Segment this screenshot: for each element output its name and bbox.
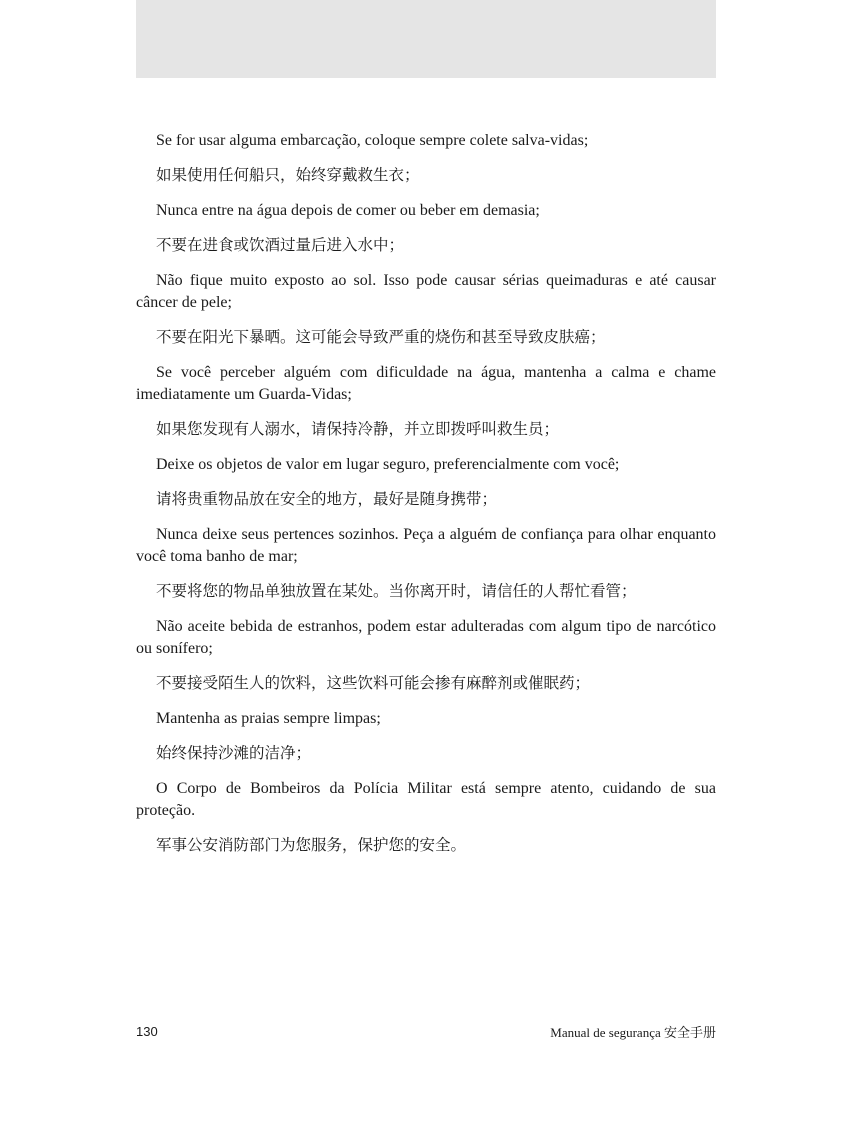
paragraph-pt: Não aceite bebida de estranhos, podem estar adulteradas com algum tipo de narcótico ou sonífero; — [136, 618, 716, 657]
paragraph-pt: Mantenha as praias sempre limpas; — [156, 710, 381, 727]
paragraph-zh: 如果使用任何船只，始终穿戴救生衣； — [156, 166, 420, 184]
paragraph-pt: Não fique muito exposto ao sol. Isso pode causar sérias queimaduras e até causar câncer de pele; — [136, 272, 716, 311]
header-band — [136, 0, 716, 78]
paragraph-zh: 请将贵重物品放在安全的地方，最好是随身携带； — [156, 490, 498, 508]
paragraph-zh: 如果您发现有人溺水，请保持冷静，并立即拨呼叫救生员； — [156, 420, 560, 438]
paragraph-pt: Se você perceber alguém com dificuldade na água, mantenha a calma e chame imediatamente um Guarda-Vidas; — [136, 364, 716, 403]
paragraph-zh: 不要接受陌生人的饮料，这些饮料可能会掺有麻醉剂或催眠药； — [156, 674, 591, 692]
paragraph-pt: Se for usar alguma embarcação, coloque sempre colete salva-vidas; — [156, 132, 589, 149]
paragraph-zh: 不要将您的物品单独放置在某处。当你离开时，请信任的人帮忙看管； — [156, 582, 637, 600]
paragraph-zh: 不要在阳光下暴晒。这可能会导致严重的烧伤和甚至导致皮肤癌； — [156, 328, 606, 346]
page-footer — [136, 1020, 716, 1042]
page-content — [136, 130, 716, 856]
paragraph-pt: Deixe os objetos de valor em lugar seguro, preferencialmente com você; — [156, 456, 620, 473]
paragraph-pt: Nunca entre na água depois de comer ou beber em demasia; — [156, 202, 540, 219]
paragraph-pt: Nunca deixe seus pertences sozinhos. Peça a alguém de confiança para olhar enquanto você toma banho de mar; — [136, 526, 716, 565]
page-number: 130 — [136, 1023, 158, 1039]
paragraph-pt: O Corpo de Bombeiros da Polícia Militar está sempre atento, cuidando de sua proteção. — [136, 780, 716, 819]
paragraph-zh: 不要在进食或饮酒过量后进入水中； — [156, 236, 405, 254]
paragraph-zh: 军事公安消防部门为您服务，保护您的安全。 — [156, 836, 467, 854]
running-title: Manual de segurança 安全手册 — [550, 1024, 716, 1040]
paragraph-zh: 始终保持沙滩的洁净； — [156, 744, 312, 762]
